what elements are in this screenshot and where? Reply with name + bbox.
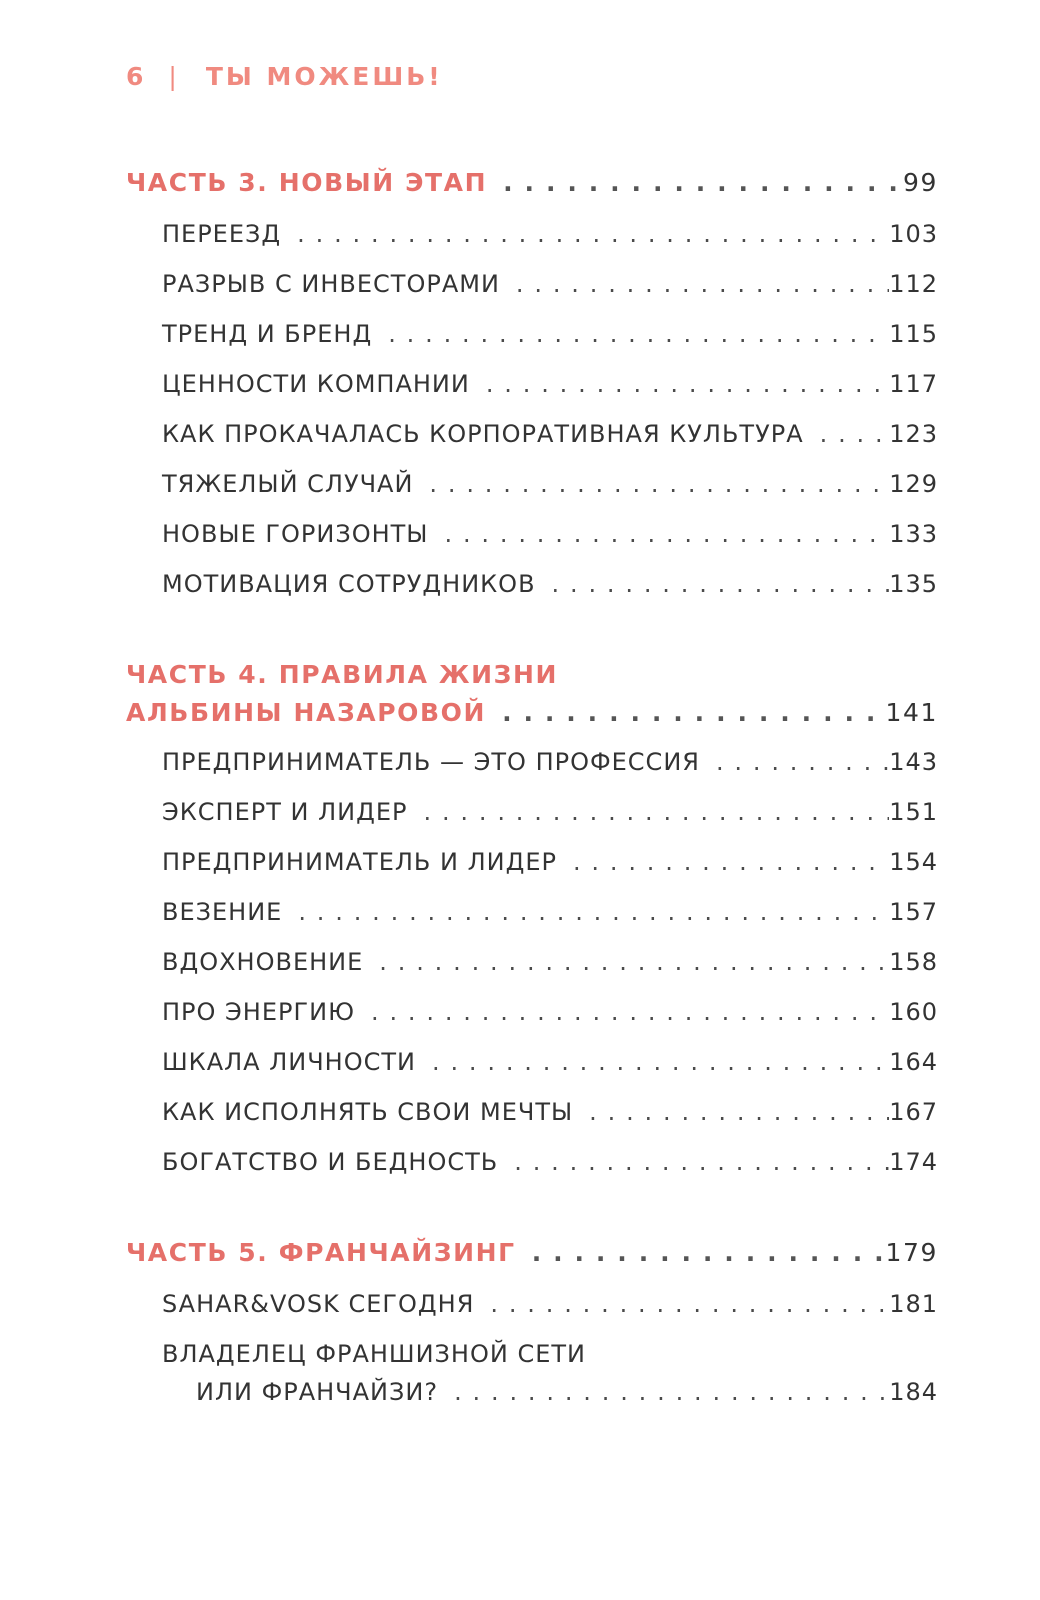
toc-entry[interactable]	[162, 420, 938, 448]
leader-dots	[298, 898, 889, 926]
toc-part-3[interactable]	[126, 168, 938, 197]
entry-title: КАК ПРОКАЧАЛАСЬ КОРПОРАТИВНАЯ КУЛЬТУРА	[162, 420, 804, 448]
entry-page: 103	[889, 220, 938, 248]
entry-page: 174	[889, 1148, 938, 1176]
entry-page: 167	[889, 1098, 938, 1126]
toc-entry[interactable]	[162, 470, 938, 498]
header-separator: |	[168, 62, 180, 91]
leader-dots	[589, 1098, 889, 1126]
leader-dots	[486, 370, 889, 398]
entry-title: КАК ИСПОЛНЯТЬ СВОИ МЕЧТЫ	[162, 1098, 574, 1126]
part-title: ЧАСТЬ 5. ФРАНЧАЙЗИНГ	[126, 1238, 516, 1267]
entry-title: SAHAR&VOSK СЕГОДНЯ	[162, 1290, 475, 1318]
entry-page: 160	[889, 998, 938, 1026]
entry-title: ВДОХНОВЕНИЕ	[162, 948, 364, 976]
part-title: АЛЬБИНЫ НАЗАРОВОЙ	[126, 698, 487, 727]
toc-part-5[interactable]	[126, 1238, 938, 1267]
entry-title: ИЛИ ФРАНЧАЙЗИ?	[196, 1378, 439, 1406]
toc-entry[interactable]	[162, 798, 938, 826]
entry-title-line1[interactable]: ВЛАДЕЛЕЦ ФРАНШИЗНОЙ СЕТИ	[162, 1340, 586, 1368]
entry-page: 151	[889, 798, 938, 826]
toc-entry[interactable]	[196, 1378, 938, 1406]
leader-dots	[454, 1378, 889, 1406]
leader-dots	[297, 220, 889, 248]
toc-entry[interactable]	[162, 270, 938, 298]
entry-page: 157	[889, 898, 938, 926]
leader-dots	[502, 698, 885, 727]
leader-dots	[716, 748, 889, 776]
leader-dots	[503, 168, 903, 197]
entry-page: 158	[889, 948, 938, 976]
entry-page: 164	[889, 1048, 938, 1076]
leader-dots	[490, 1290, 889, 1318]
part-title-line1[interactable]: ЧАСТЬ 4. ПРАВИЛА ЖИЗНИ	[126, 660, 559, 689]
entry-title: ПРЕДПРИНИМАТЕЛЬ И ЛИДЕР	[162, 848, 557, 876]
toc-entry[interactable]	[162, 370, 938, 398]
entry-title: ЦЕННОСТИ КОМПАНИИ	[162, 370, 470, 398]
leader-dots	[424, 798, 890, 826]
entry-title: НОВЫЕ ГОРИЗОНТЫ	[162, 520, 429, 548]
entry-title: ВЕЗЕНИЕ	[162, 898, 283, 926]
entry-title: БОГАТСТВО И БЕДНОСТЬ	[162, 1148, 499, 1176]
toc-entry[interactable]	[162, 1098, 938, 1126]
leader-dots	[516, 270, 889, 298]
entry-page: 123	[889, 420, 938, 448]
leader-dots	[444, 520, 889, 548]
entry-page: 117	[889, 370, 938, 398]
toc-entry[interactable]	[162, 320, 938, 348]
toc-part-4[interactable]	[126, 698, 938, 727]
toc-entry[interactable]	[162, 848, 938, 876]
entry-page: 133	[889, 520, 938, 548]
toc-entry[interactable]	[162, 1048, 938, 1076]
page-number: 6	[126, 62, 147, 91]
entry-title: ТРЕНД И БРЕНД	[162, 320, 373, 348]
leader-dots	[532, 1238, 886, 1267]
leader-dots	[379, 948, 889, 976]
entry-title: ЭКСПЕРТ И ЛИДЕР	[162, 798, 408, 826]
entry-page: 129	[889, 470, 938, 498]
entry-page: 154	[889, 848, 938, 876]
toc-entry[interactable]	[162, 948, 938, 976]
entry-title: ШКАЛА ЛИЧНОСТИ	[162, 1048, 416, 1076]
toc-entry[interactable]	[162, 570, 938, 598]
leader-dots	[371, 998, 889, 1026]
entry-title: ПРЕДПРИНИМАТЕЛЬ — ЭТО ПРОФЕССИЯ	[162, 748, 700, 776]
part-page: 99	[902, 168, 938, 197]
book-title: ТЫ МОЖЕШЬ!	[205, 62, 443, 91]
leader-dots	[432, 1048, 889, 1076]
toc-entry[interactable]	[162, 220, 938, 248]
leader-dots	[573, 848, 889, 876]
toc-entry[interactable]	[162, 898, 938, 926]
toc-entry[interactable]	[162, 998, 938, 1026]
entry-title: ТЯЖЕЛЫЙ СЛУЧАЙ	[162, 470, 414, 498]
part-title: ЧАСТЬ 3. НОВЫЙ ЭТАП	[126, 168, 488, 197]
toc-entry[interactable]	[162, 520, 938, 548]
entry-page: 143	[889, 748, 938, 776]
entry-title: ПЕРЕЕЗД	[162, 220, 282, 248]
leader-dots	[429, 470, 889, 498]
entry-page: 112	[889, 270, 938, 298]
entry-title: ПРО ЭНЕРГИЮ	[162, 998, 355, 1026]
part-page: 141	[885, 698, 938, 727]
entry-page: 181	[889, 1290, 938, 1318]
leader-dots	[514, 1148, 889, 1176]
entry-page: 115	[889, 320, 938, 348]
toc-entry[interactable]	[162, 748, 938, 776]
leader-dots	[820, 420, 890, 448]
entry-page: 184	[889, 1378, 938, 1406]
entry-title: МОТИВАЦИЯ СОТРУДНИКОВ	[162, 570, 536, 598]
toc-entry[interactable]	[162, 1290, 938, 1318]
leader-dots	[552, 570, 890, 598]
part-page: 179	[885, 1238, 938, 1267]
toc-entry[interactable]	[162, 1148, 938, 1176]
leader-dots	[388, 320, 889, 348]
entry-title: РАЗРЫВ С ИНВЕСТОРАМИ	[162, 270, 500, 298]
entry-page: 135	[889, 570, 938, 598]
